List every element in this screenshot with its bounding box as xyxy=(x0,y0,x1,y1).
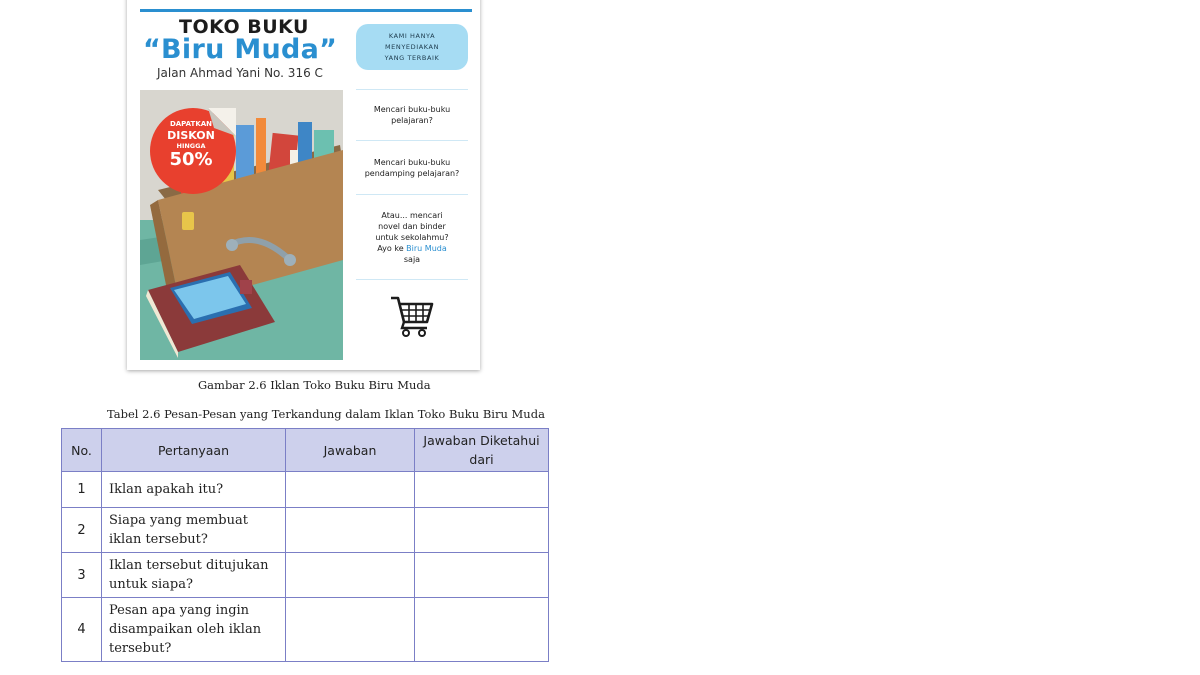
books-in-suitcase-illustration xyxy=(140,90,343,360)
message-line: novel dan binder xyxy=(378,221,446,231)
answer-cell[interactable] xyxy=(286,553,415,598)
source-cell[interactable] xyxy=(415,508,549,553)
message-line: Atau... mencari xyxy=(381,210,443,220)
cta-highlight: Biru Muda xyxy=(406,243,447,253)
row-number: 1 xyxy=(62,472,102,508)
tagline-line: KAMI HANYA xyxy=(388,31,436,40)
discount-text xyxy=(148,120,234,170)
ad-message xyxy=(356,89,468,140)
question-cell: Pesan apa yang ingin disampaikan oleh iklan tersebut? xyxy=(102,598,286,662)
tagline-line: YANG TERBAIK xyxy=(384,53,440,62)
row-number: 3 xyxy=(62,553,102,598)
table-row xyxy=(62,472,549,508)
top-accent-bar xyxy=(140,9,472,12)
question-cell: Iklan apakah itu? xyxy=(102,472,286,508)
questions-table xyxy=(61,428,549,662)
source-cell[interactable] xyxy=(415,598,549,662)
table-row xyxy=(62,508,549,553)
message-cta xyxy=(377,243,447,254)
row-number: 4 xyxy=(62,598,102,662)
answer-cell[interactable] xyxy=(286,508,415,553)
source-cell[interactable] xyxy=(415,553,549,598)
ad-messages xyxy=(356,89,468,280)
header-question: Pertanyaan xyxy=(102,429,286,472)
message-line: Mencari buku-buku xyxy=(373,157,451,167)
ad-message xyxy=(356,194,468,280)
header-answer: Jawaban xyxy=(286,429,415,472)
discount-line: DISKON xyxy=(167,129,215,142)
message-line: pelajaran? xyxy=(391,116,433,125)
message-line: saja xyxy=(403,254,421,264)
cta-prefix: Ayo ke xyxy=(377,243,407,253)
table-caption: Tabel 2.6 Pesan-Pesan yang Terkandung dalam Iklan Toko Buku Biru Muda xyxy=(107,407,545,421)
question-cell: Iklan tersebut ditujukan untuk siapa? xyxy=(102,553,286,598)
store-label: TOKO BUKU xyxy=(179,16,309,38)
answer-cell[interactable] xyxy=(286,598,415,662)
figure-caption: Gambar 2.6 Iklan Toko Buku Biru Muda xyxy=(198,378,431,392)
table-header-row xyxy=(62,429,549,472)
message-line: pendamping pelajaran? xyxy=(364,168,460,178)
tagline-badge xyxy=(356,24,468,70)
header-source: Jawaban Diketahui dari xyxy=(415,429,549,472)
shopping-cart-icon xyxy=(389,294,435,338)
source-cell[interactable] xyxy=(415,472,549,508)
store-name: “Biru Muda” xyxy=(143,34,338,65)
answer-cell[interactable] xyxy=(286,472,415,508)
table-row xyxy=(62,598,549,662)
tagline-line: MENYEDIAKAN xyxy=(384,42,440,51)
store-address: Jalan Ahmad Yani No. 316 C xyxy=(157,66,323,80)
question-cell: Siapa yang membuat iklan tersebut? xyxy=(102,508,286,553)
bookstore-advertisement xyxy=(127,0,480,370)
message-line: untuk sekolahmu? xyxy=(375,232,449,242)
table-row xyxy=(62,553,549,598)
discount-line: DAPATKAN xyxy=(169,120,213,128)
message-line: Mencari buku-buku xyxy=(373,105,451,114)
discount-percent: 50% xyxy=(169,149,213,170)
header-no: No. xyxy=(62,429,102,472)
discount-line: HINGGA xyxy=(176,142,206,150)
ad-message xyxy=(356,140,468,194)
row-number: 2 xyxy=(62,508,102,553)
